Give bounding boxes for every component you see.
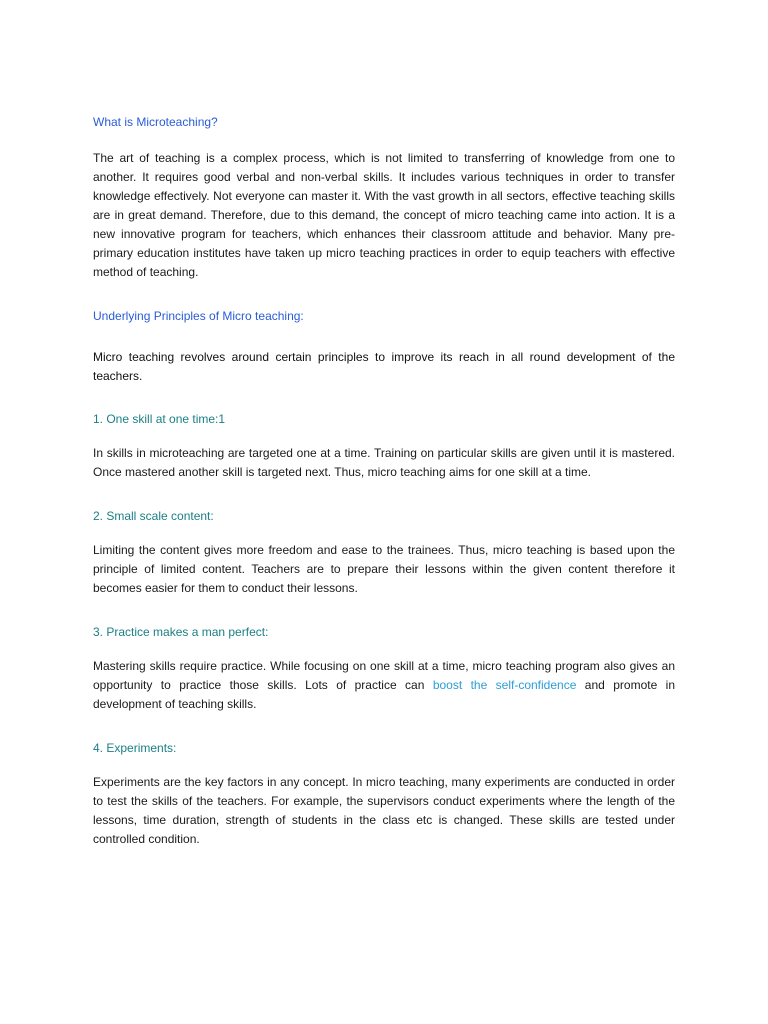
- intro-paragraph: The art of teaching is a complex process, which is not limited to transferring of knowledge from one to another. It requires good verbal and non-verbal skills. It includes various techniques in order to transfer knowledge effectively. Not everyone can master it. With the vast growth in all sectors, effective teaching skills are in great demand. Therefore, due to this demand, the concept of micro teaching came into action. It is a new innovative program for teachers, which enhances their classroom attitude and behavior. Many pre-primary education institutes have taken up micro teaching practices in order to equip teachers with effective method of teaching.: [93, 151, 675, 279]
- principles-intro: Micro teaching revolves around certain principles to improve its reach in all round development of the teachers.: [93, 350, 675, 383]
- section-text-3: [93, 657, 675, 714]
- section-heading-1: 1. One skill at one time:1: [93, 412, 226, 426]
- section-text-4: Experiments are the key factors in any concept. In micro teaching, many experiments are conducted in order to test the skills of the teachers. For example, the supervisors conduct experiments where the length of the lessons, time duration, strength of students in the class etc is changed. These skills are tested under controlled condition.: [93, 775, 675, 846]
- principles-heading: Underlying Principles of Micro teaching:: [93, 309, 304, 323]
- section-heading-2: 2. Small scale content:: [93, 509, 214, 523]
- section-text-3-after: and promote in development of teaching skills.: [93, 678, 675, 711]
- section-heading-4: 4. Experiments:: [93, 741, 177, 755]
- section-heading-3: 3. Practice makes a man perfect:: [93, 625, 269, 639]
- page-title: What is Microteaching?: [93, 115, 218, 129]
- boost-self-confidence-link[interactable]: boost the self-confidence: [432, 678, 577, 692]
- document-page: [93, 113, 675, 874]
- section-text-2: Limiting the content gives more freedom and ease to the trainees. Thus, micro teaching is based upon the principle of limited content. Teachers are to prepare their lessons within the given content therefore it becomes easier for them to conduct their lessons.: [93, 543, 675, 595]
- section-text-1: In skills in microteaching are targeted one at a time. Training on particular skills are given until it is mastered. Once mastered another skill is targeted next. Thus, micro teaching aims for one skill at a time.: [93, 446, 675, 479]
- section-text-3-before: Mastering skills require practice. While focusing on one skill at a time, micro teaching program also gives an opportunity to practice those skills. Lots of practice can: [93, 659, 675, 692]
